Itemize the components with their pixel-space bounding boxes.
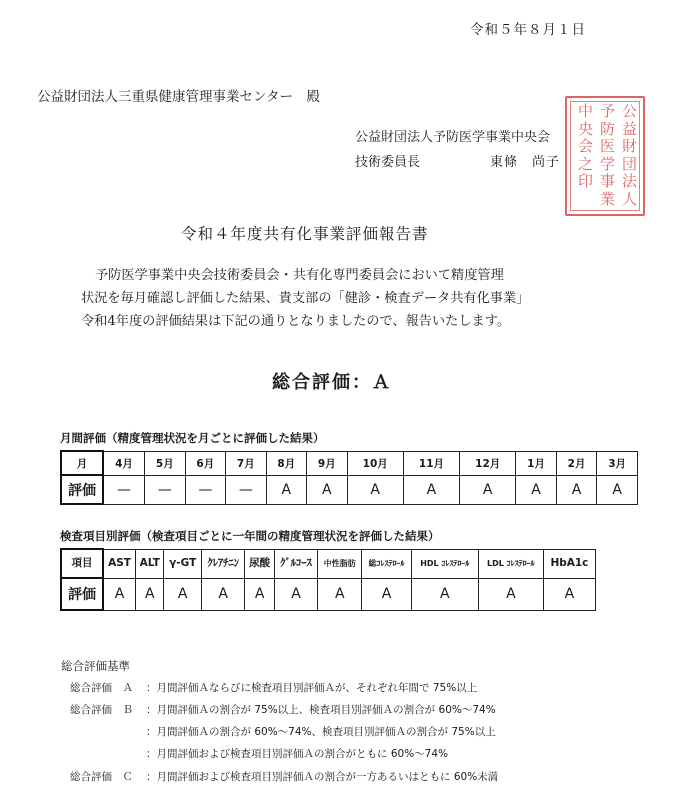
seal-char: 之: [577, 154, 593, 173]
row-header-item: 項目: [61, 549, 103, 578]
item-header: 尿酸: [245, 549, 274, 578]
criteria-label: 総合評価 Ｂ: [70, 704, 133, 716]
monthly-evaluation-table: [60, 450, 638, 505]
seal-char: 医: [599, 137, 615, 155]
seal-char: 予: [599, 102, 615, 120]
row-header-eval: 評価: [61, 578, 103, 610]
item-value: A: [202, 578, 245, 610]
month-value: A: [266, 475, 307, 504]
item-value: A: [274, 578, 317, 610]
seal-char: 公: [621, 102, 637, 120]
item-value: A: [411, 578, 478, 610]
item-value: A: [136, 578, 164, 610]
seal-char: 印: [577, 172, 593, 190]
document-title: 令和４年度共有化事業評価報告書: [181, 225, 429, 243]
month-header: 2月: [556, 451, 597, 475]
month-value: A: [556, 475, 597, 504]
item-header: ALT: [136, 549, 164, 578]
month-header: 3月: [597, 451, 638, 475]
monthly-evaluation-title: 月間評価（精度管理状況を月ごとに評価した結果）: [60, 431, 325, 445]
item-value: A: [164, 578, 202, 610]
month-header: 4月: [103, 451, 145, 475]
month-header: 12月: [460, 451, 516, 475]
criteria-label: 総合評価 Ｃ: [70, 771, 133, 783]
seal-char: 団: [621, 154, 637, 173]
month-value: —: [226, 475, 267, 504]
criteria-text: ：月間評価Ａの割合が 75%以上、検査項目別評価Ａの割合が 60%～74%: [146, 704, 496, 716]
month-value: A: [597, 475, 638, 504]
item-header: AST: [103, 549, 136, 578]
month-header: 9月: [307, 451, 348, 475]
item-evaluation-title: 検査項目別評価（検査項目ごとに一年間の精度管理状況を評価した結果）: [60, 529, 440, 543]
body-line: 令和4年度の評価結果は下記の通りとなりましたので、報告いたします。: [81, 314, 511, 329]
month-header: 1月: [516, 451, 557, 475]
item-value: A: [478, 578, 543, 610]
month-header: 11月: [403, 451, 459, 475]
criteria-title: 総合評価基準: [61, 659, 130, 673]
month-value: A: [307, 475, 348, 504]
seal-char: 財: [621, 137, 637, 155]
document-date: 令和５年８月１日: [470, 22, 586, 38]
criteria-text: ：月間評価Ａの割合が 60%～74%、検査項目別評価Ａの割合が 75%以上: [146, 726, 496, 738]
seal-char: 益: [621, 119, 637, 138]
official-seal-icon: [565, 96, 645, 216]
month-header: 10月: [347, 451, 403, 475]
item-header: 総ｺﾚｽﾃﾛｰﾙ: [362, 549, 411, 578]
sender-title: 技術委員長: [355, 155, 421, 170]
addressee: 公益財団法人三重県健康管理事業センター 殿: [37, 89, 320, 105]
item-value: A: [543, 578, 595, 610]
month-value: A: [347, 475, 403, 504]
criteria-text: ：月間評価および検査項目別評価Ａの割合がともに 60%～74%: [146, 748, 449, 760]
row-header-eval: 評価: [61, 475, 103, 504]
item-value: A: [103, 578, 136, 610]
seal-char: 会: [577, 137, 593, 155]
item-header: ｸﾚｱﾁﾆﾝ: [202, 549, 245, 578]
month-value: A: [460, 475, 516, 504]
criteria-label: 総合評価 Ａ: [70, 682, 133, 694]
seal-char: 事: [599, 172, 615, 190]
item-header: HDL ｺﾚｽﾃﾛｰﾙ: [411, 549, 478, 578]
sender-name: 東條 尚子: [490, 155, 561, 170]
month-header: 8月: [266, 451, 307, 475]
overall-rating: 総合評価：Ａ: [272, 372, 392, 393]
month-value: A: [403, 475, 459, 504]
item-evaluation-table: [60, 548, 596, 611]
seal-char: 防: [599, 119, 615, 138]
month-value: —: [103, 475, 145, 504]
item-header: 中性脂肪: [318, 549, 362, 578]
item-header: ｸﾞﾙｺｰｽ: [274, 549, 317, 578]
item-header: LDL ｺﾚｽﾃﾛｰﾙ: [478, 549, 543, 578]
month-header: 7月: [226, 451, 267, 475]
month-value: —: [185, 475, 226, 504]
item-value: A: [362, 578, 411, 610]
month-header: 6月: [185, 451, 226, 475]
seal-char: 中: [577, 102, 593, 120]
item-header: γ-GT: [164, 549, 202, 578]
body-paragraph: [81, 264, 529, 333]
month-header: 5月: [145, 451, 186, 475]
seal-char: 法: [621, 172, 637, 190]
month-value: A: [516, 475, 557, 504]
seal-char: 業: [599, 189, 615, 208]
row-header-month: 月: [61, 451, 103, 475]
item-value: A: [318, 578, 362, 610]
criteria-text: ：月間評価Ａならびに検査項目別評価Ａが、それぞれ年間で 75%以上: [146, 682, 478, 694]
seal-char: 人: [621, 189, 637, 208]
item-value: A: [245, 578, 274, 610]
body-line: 状況を毎月確認し評価した結果、貴支部の「健診・検査データ共有化事業」: [81, 291, 530, 306]
seal-char: 央: [577, 119, 593, 138]
item-header: HbA1c: [543, 549, 595, 578]
month-value: —: [145, 475, 186, 504]
body-line: 予防医学事業中央会技術委員会・共有化専門委員会において精度管理: [95, 268, 504, 283]
criteria-text: ：月間評価および検査項目別評価Ａの割合が一方あるいはともに 60%未満: [146, 771, 499, 783]
sender-organization: 公益財団法人予防医学事業中央会: [355, 130, 551, 145]
seal-char: 学: [599, 154, 615, 173]
